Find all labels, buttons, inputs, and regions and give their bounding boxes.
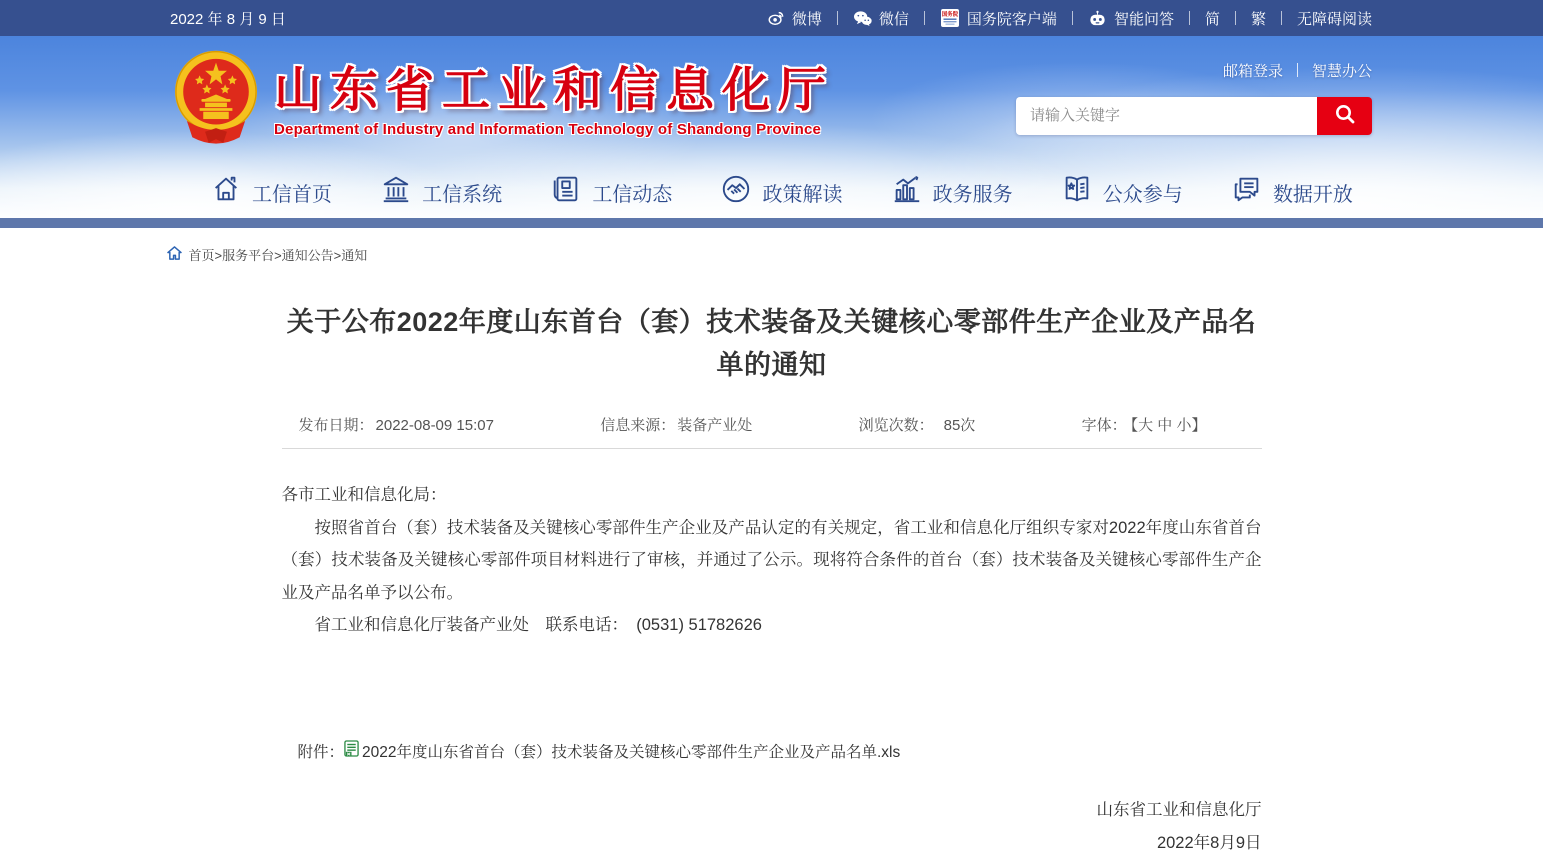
main-navigation [0,166,1543,218]
attachment-link[interactable] [344,740,900,762]
handshake-icon [720,173,752,211]
site-title: 山东省工业和信息化厅 [274,63,835,117]
accessibility-link[interactable]: 无障碍阅读 [1296,10,1372,28]
bank-icon [380,173,412,211]
breadcrumb [167,245,1377,264]
divider [924,11,925,25]
meta-divider [282,448,1262,449]
attachment-filename: 2022年度山东省首台（套）技术装备及关键核心零部件生产企业及产品名单.xls [362,743,901,761]
gov-client-link[interactable]: 国务院 国务院客户端 [940,8,1057,29]
excel-file-icon [344,740,359,762]
signature-block [282,794,1262,860]
weibo-icon [767,9,785,27]
national-emblem-logo [170,48,262,155]
site-brand[interactable] [170,48,834,155]
site-search [1016,97,1372,135]
search-icon [1333,102,1357,129]
info-source: 信息来源： 装备产业处 [600,417,753,434]
site-header [0,36,1543,218]
divider [1297,63,1298,77]
nav-item-news[interactable]: 工信动态 [550,173,672,211]
view-count: 浏览次数： 85次 [858,417,976,434]
attachment-label: 附件： [297,743,345,761]
home-icon [210,173,242,211]
body-paragraph: 按照省首台（套）技术装备及关键核心零部件生产企业及产品认定的有关规定，省工业和信息化厅组织专家对2022年度山东省首台（套）技术装备及关键核心零部件项目材料进行了审核，并通过了公示。现将符合条件的首台（套）技术装备及关键核心零部件生产企业及产品名单予以公布。 [281,518,1262,602]
salutation: 各市工业和信息化局： [281,486,447,504]
nav-item-participation[interactable]: 公众参与 [1061,173,1183,211]
search-input[interactable] [1016,97,1317,135]
contact-line: 省工业和信息化厅装备产业处 联系电话： (0531) 51782626 [314,616,762,634]
robot-icon [1088,9,1107,28]
article-body [282,479,1262,642]
smart-qa-link[interactable]: 智能问答 [1088,8,1174,29]
divider [1235,11,1236,25]
divider [1189,11,1190,25]
wechat-link[interactable]: 微信 [853,8,909,29]
nav-item-services[interactable]: 政务服务 [891,173,1013,211]
search-button[interactable] [1317,97,1372,135]
font-size-switcher[interactable]: 【大 中 小】 [1130,417,1207,434]
gov-client-icon [940,8,960,28]
chart-icon [891,173,923,211]
smart-office-link[interactable]: 智慧办公 [1311,62,1372,80]
mail-login-link[interactable]: 邮箱登录 [1222,62,1283,80]
signature-org: 山东省工业和信息化厅 [1096,800,1262,819]
breadcrumb-home-icon [167,246,182,263]
divider [837,11,838,25]
header-bottom-strip [0,218,1543,228]
signature-date: 2022年8月9日 [1156,833,1262,852]
nav-item-system[interactable]: 工信系统 [380,173,502,211]
site-subtitle: Department of Industry and Information Technology of Shandong Province [274,120,822,138]
book-icon [1061,173,1093,211]
topbar-links [767,8,1372,29]
breadcrumb-path[interactable]: 首页>服务平台>通知公告>通知 [188,248,368,263]
current-date: 2022 年 8 月 9 日 [170,10,286,28]
nav-item-policy[interactable]: 政策解读 [720,173,842,211]
article-meta [282,414,1262,435]
news-icon [550,173,582,211]
simplified-chinese-link[interactable]: 简 [1204,10,1220,28]
attachment-row [282,740,1262,762]
nav-item-home[interactable]: 工信首页 [210,173,332,211]
nav-item-open-data[interactable]: 数据开放 [1231,173,1353,211]
publish-date: 发布日期： 2022-08-09 15:07 [298,417,494,434]
wechat-icon [853,10,872,27]
weibo-link[interactable]: 微博 [767,8,822,29]
chat-icon [1231,173,1263,211]
divider [1281,11,1282,25]
svg-text:国务院: 国务院 [941,12,959,18]
top-utility-bar [0,0,1543,36]
traditional-chinese-link[interactable]: 繁 [1250,10,1266,28]
page-title: 关于公布2022年度山东首台（套）技术装备及关键核心零部件生产企业及产品名单的通知 [286,307,1257,380]
font-size-control: 字体： 【大 中 小】 [1081,417,1207,434]
divider [1072,11,1073,25]
